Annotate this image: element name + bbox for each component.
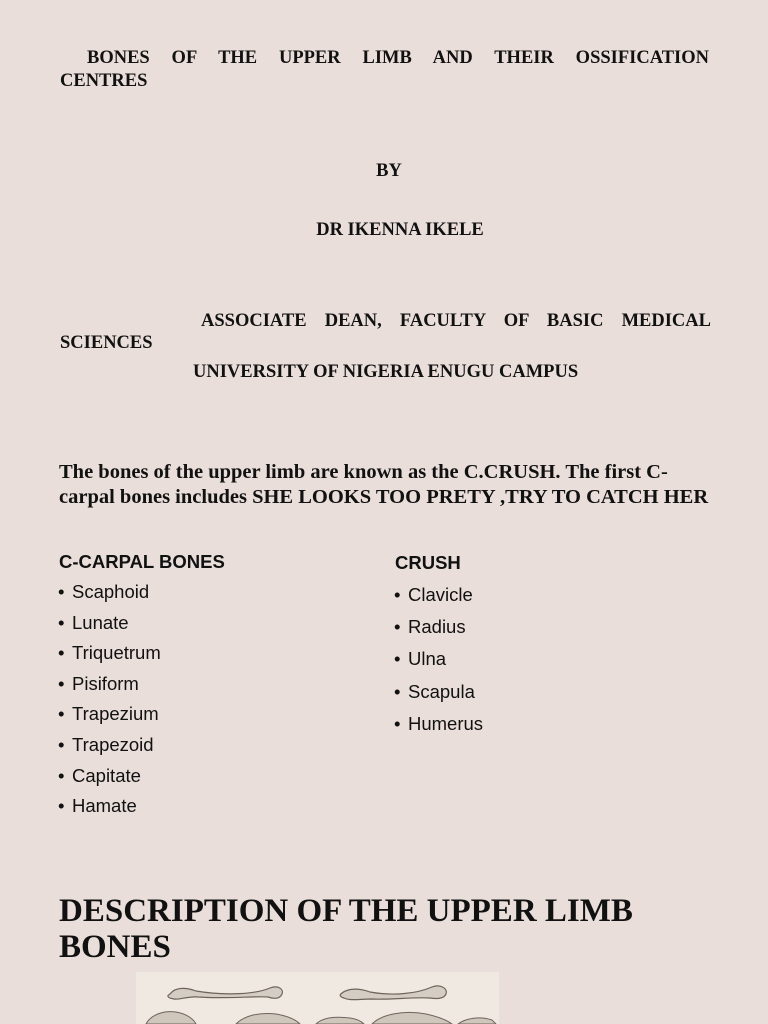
list-item bbox=[58, 734, 161, 765]
bullet-icon: • bbox=[58, 764, 65, 786]
bullet-icon: • bbox=[394, 648, 401, 670]
intro-paragraph: The bones of the upper limb are known as the C.CRUSH. The first C-carpal bones includes SHE LOOKS TOO PRETY ,TRY TO CATCH HER bbox=[59, 461, 709, 508]
list-item bbox=[394, 681, 483, 713]
list-item-label: Scapula bbox=[408, 680, 475, 702]
bone-illustration bbox=[136, 972, 499, 1024]
list-item bbox=[394, 616, 483, 648]
bullet-icon: • bbox=[394, 712, 401, 734]
list-item bbox=[58, 612, 161, 643]
list-item-label: Ulna bbox=[408, 648, 447, 670]
carpal-bones-list bbox=[58, 581, 161, 826]
list-item bbox=[394, 713, 483, 745]
bullet-icon: • bbox=[394, 584, 401, 605]
author-position: ASSOCIATE DEAN, FACULTY OF BASIC MEDICAL SCIENCES bbox=[60, 311, 711, 353]
list-item bbox=[58, 581, 161, 612]
list-item-label: Capitate bbox=[72, 764, 141, 786]
bullet-icon: • bbox=[58, 703, 65, 725]
list-item-label: Triquetrum bbox=[72, 642, 161, 664]
bullet-icon: • bbox=[58, 672, 65, 694]
list-item bbox=[58, 673, 161, 704]
list-item-label: Clavicle bbox=[408, 584, 473, 605]
bullet-icon: • bbox=[394, 680, 401, 702]
crush-heading: CRUSH bbox=[395, 552, 461, 573]
bullet-icon: • bbox=[58, 611, 65, 633]
author-name: DR IKENNA IKELE bbox=[316, 220, 484, 240]
list-item-label: Pisiform bbox=[72, 672, 139, 694]
document-title: BONES OF THE UPPER LIMB AND THEIR OSSIFICATION CENTRES bbox=[60, 48, 709, 91]
carpal-bones-heading: C-CARPAL BONES bbox=[59, 551, 225, 572]
list-item bbox=[58, 703, 161, 734]
list-item bbox=[394, 648, 483, 680]
description-heading: DESCRIPTION OF THE UPPER LIMB BONES bbox=[59, 893, 633, 965]
list-item bbox=[58, 642, 161, 673]
list-item bbox=[394, 584, 483, 616]
by-line: BY bbox=[376, 161, 402, 181]
list-item bbox=[58, 795, 161, 826]
list-item-label: Scaphoid bbox=[72, 581, 150, 602]
bullet-icon: • bbox=[58, 642, 65, 664]
list-item-label: Trapezoid bbox=[72, 733, 154, 755]
list-item-label: Hamate bbox=[72, 795, 137, 817]
bullet-icon: • bbox=[394, 616, 401, 638]
list-item-label: Trapezium bbox=[72, 703, 159, 725]
bullet-icon: • bbox=[58, 581, 65, 602]
list-item-label: Humerus bbox=[408, 712, 484, 734]
bullet-icon: • bbox=[58, 795, 65, 817]
crush-bones-list bbox=[394, 584, 483, 745]
list-item-label: Radius bbox=[408, 616, 466, 638]
list-item bbox=[58, 765, 161, 796]
bullet-icon: • bbox=[58, 733, 65, 755]
author-institution: UNIVERSITY OF NIGERIA ENUGU CAMPUS bbox=[193, 362, 579, 382]
list-item-label: Lunate bbox=[72, 611, 129, 633]
